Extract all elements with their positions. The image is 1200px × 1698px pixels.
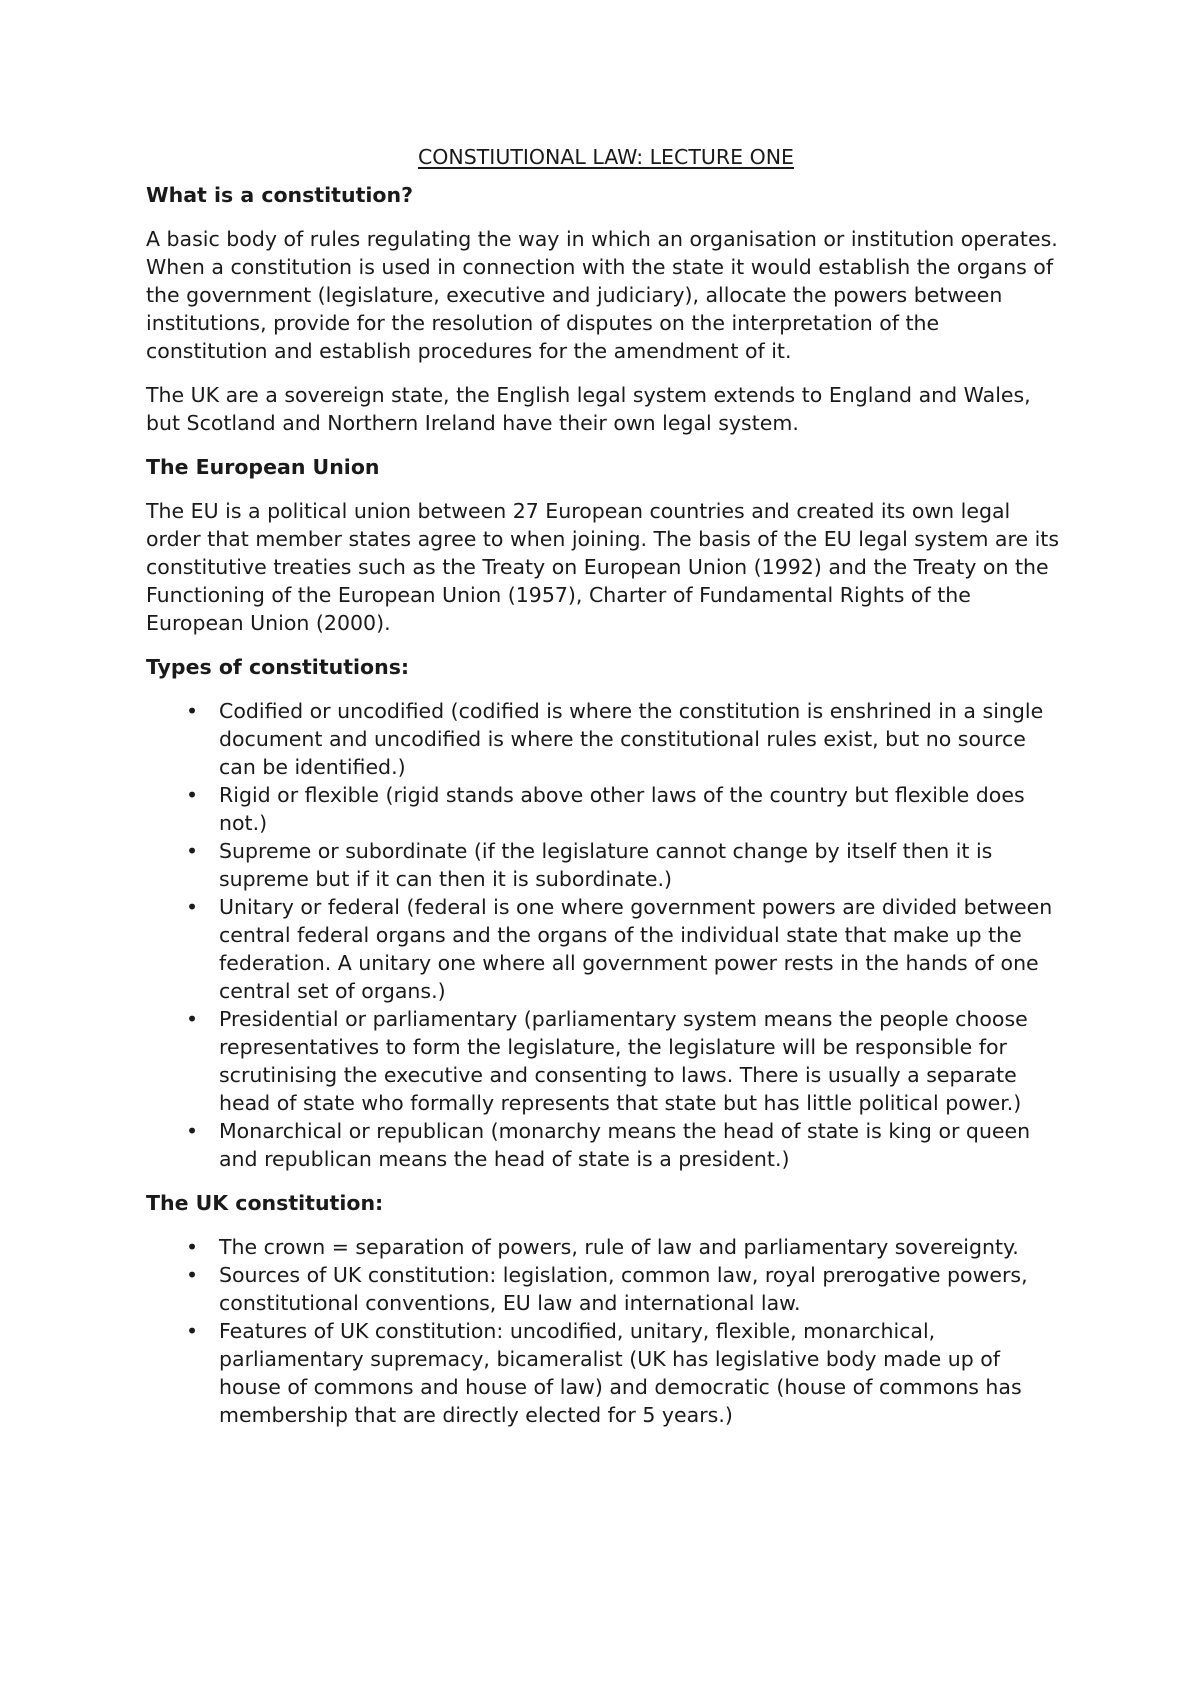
list-item bbox=[146, 1261, 1066, 1317]
bullet-icon: • bbox=[186, 1319, 199, 1343]
list-item-text: Sources of UK constitution: legislation, common law, royal prerogative powers, constitutional conventions, EU law and international law. bbox=[219, 1263, 1028, 1315]
list-item bbox=[146, 837, 1066, 893]
bullet-icon: • bbox=[186, 839, 199, 863]
list-item-text: Supreme or subordinate (if the legislature cannot change by itself then it is supreme but if it can then it is subordinate.) bbox=[219, 839, 993, 891]
section-heading-uk-constitution: The UK constitution: bbox=[146, 1191, 384, 1215]
section-heading-types-of-constitutions: Types of constitutions: bbox=[146, 655, 410, 679]
bullet-icon: • bbox=[186, 1263, 199, 1287]
paragraph-eu-description: The EU is a political union between 27 European countries and created its own legal order that member states agree to when joining. The basis of the EU legal system are its constitutive treaties such as the Treaty on European Union (1992) and the Treaty on the Functioning of the European Union (1957), Charter of Fundamental Rights of the European Union (2000). bbox=[146, 499, 1060, 635]
paragraph-uk-sovereign-state: The UK are a sovereign state, the English legal system extends to England and Wales, but Scotland and Northern Ireland have their own legal system. bbox=[146, 383, 1031, 435]
document-body bbox=[146, 143, 1066, 1445]
bullet-icon: • bbox=[186, 895, 199, 919]
list-item bbox=[146, 1317, 1066, 1429]
bullet-icon: • bbox=[186, 1235, 199, 1259]
list-item-text: The crown = separation of powers, rule of law and parliamentary sovereignty. bbox=[219, 1235, 1019, 1259]
list-item bbox=[146, 1233, 1066, 1261]
bullet-icon: • bbox=[186, 783, 199, 807]
list-item-text: Rigid or flexible (rigid stands above other laws of the country but flexible does not.) bbox=[219, 783, 1025, 835]
list-item-text: Unitary or federal (federal is one where government powers are divided between central federal organs and the organs of the individual state that make up the federation. A unitary one where all government power rests in the hands of one central set of organs.) bbox=[219, 895, 1053, 1003]
list-item bbox=[146, 1117, 1066, 1173]
list-item bbox=[146, 893, 1066, 1005]
section-heading-what-is-a-constitution: What is a constitution? bbox=[146, 183, 413, 207]
list-item bbox=[146, 781, 1066, 837]
list-item-text: Presidential or parliamentary (parliamentary system means the people choose representatives to form the legislature, the legislature will be responsible for scrutinising the executive and consenting to laws. There is usually a separate head of state who formally represents that state but has little political power.) bbox=[219, 1007, 1028, 1115]
list-item-text: Monarchical or republican (monarchy means the head of state is king or queen and republican means the head of state is a president.) bbox=[219, 1119, 1031, 1171]
list-item bbox=[146, 1005, 1066, 1117]
list-item bbox=[146, 697, 1066, 781]
bullet-icon: • bbox=[186, 699, 199, 723]
paragraph-constitution-definition: A basic body of rules regulating the way in which an organisation or institution operates. When a constitution is used in connection with the state it would establish the organs of the government (legislature, executive and judiciary), allocate the powers between institutions, provide for the resolution of disputes on the interpretation of the constitution and establish procedures for the amendment of it. bbox=[146, 227, 1058, 363]
bullet-icon: • bbox=[186, 1119, 199, 1143]
uk-constitution-list bbox=[146, 1233, 1066, 1429]
bullet-icon: • bbox=[186, 1007, 199, 1031]
list-item-text: Codified or uncodified (codified is where the constitution is enshrined in a single document and uncodified is where the constitutional rules exist, but no source can be identified.) bbox=[219, 699, 1044, 779]
document-title: CONSTIUTIONAL LAW: LECTURE ONE bbox=[417, 145, 794, 169]
list-item-text: Features of UK constitution: uncodified, unitary, flexible, monarchical, parliamentary supremacy, bicameralist (UK has legislative body made up of house of commons and house of law) and democratic (house of commons has membership that are directly elected for 5 years.) bbox=[219, 1319, 1022, 1427]
section-heading-european-union: The European Union bbox=[146, 455, 380, 479]
types-of-constitutions-list bbox=[146, 697, 1066, 1173]
